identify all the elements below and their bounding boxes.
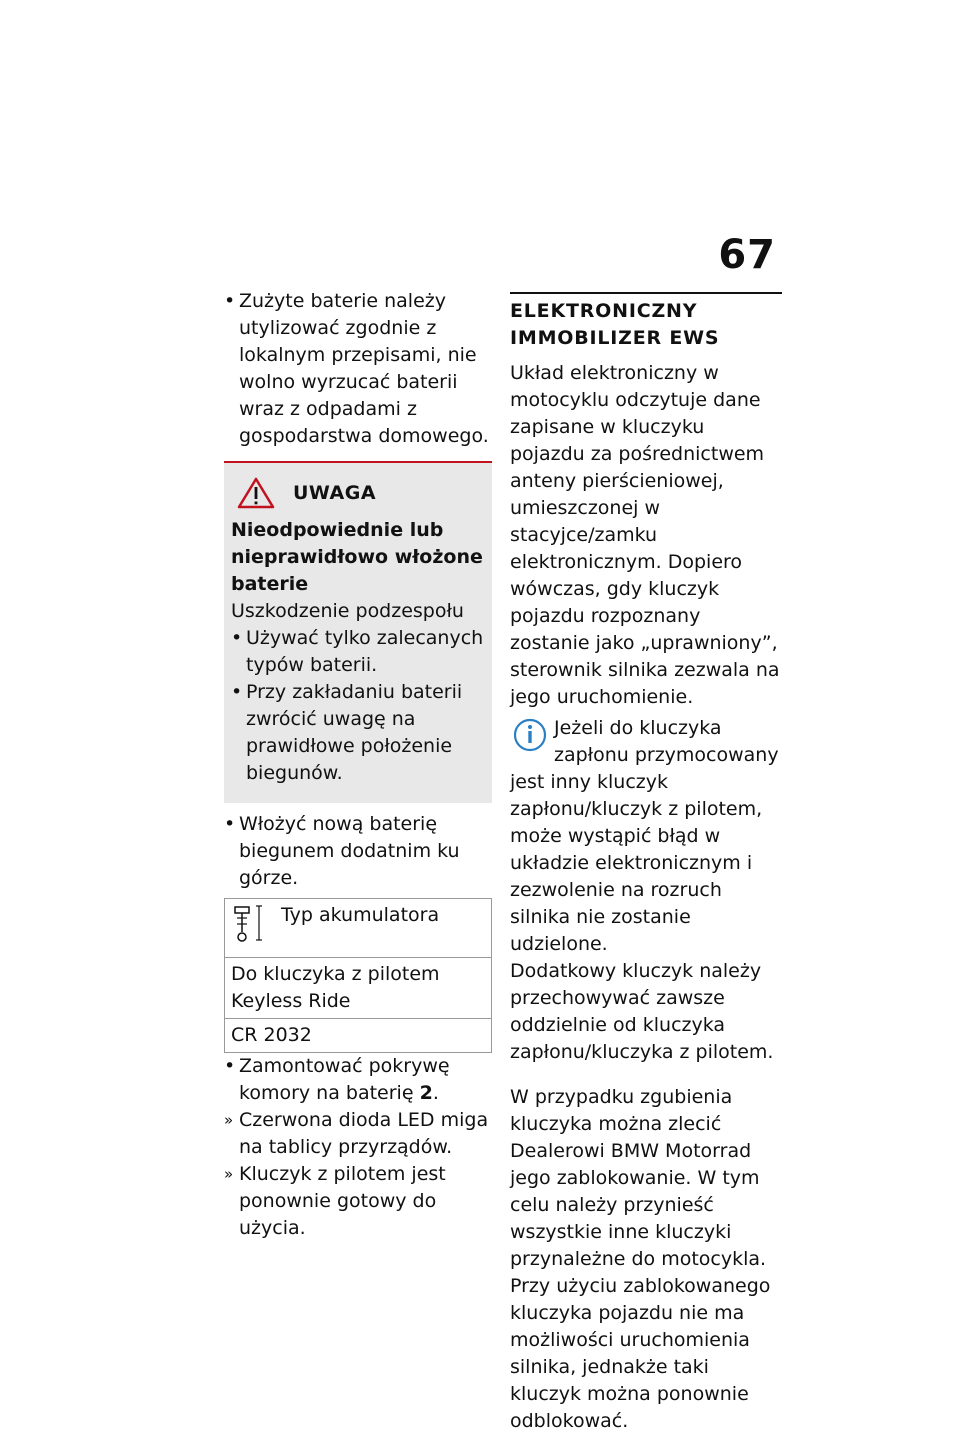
paragraph: W przypadku zgubienia kluczyka można zlecić Dealerowi BMW Motorrad jego zablokowanie. W tym celu należy przynieść wszystkie inne kluczyki przynależne do motocykla. <box>510 1086 767 1270</box>
result-item <box>224 1107 492 1161</box>
right-column <box>510 288 782 1435</box>
item-text: Zużyte baterie należy utylizować zgodnie z lokalnym przepisami, nie wolno wyrzucać baterii wraz z odpadami z gospodarstwa domowego. <box>239 290 489 447</box>
warning-consequence: Uszkodzenie podzespołu <box>231 600 464 622</box>
spec-header-row <box>225 899 491 957</box>
info-icon <box>510 713 550 757</box>
bullet-dot: • <box>224 290 236 312</box>
paragraph: Układ elektroniczny w motocyklu odczytuje dane zapisane w kluczyku pojazdu za pośrednictwem anteny pierścieniowej, umieszczonej w stacyjce/zamku elektronicznym. Dopiero wówczas, gdy kluczyk pojazdu rozpoznany zostanie jako „uprawniony”, sterownik silnika zezwala na jego uruchomienie. <box>510 362 780 708</box>
section-title: ELEKTRONICZNY IMMOBILIZER EWS <box>510 300 720 349</box>
spec-header-label: Typ akumulatora <box>281 904 440 926</box>
figure-reference: 2 <box>419 1082 433 1104</box>
spec-row: CR 2032 <box>225 1018 491 1052</box>
section-divider <box>510 292 782 294</box>
warning-title: UWAGA <box>293 481 377 504</box>
list-item <box>224 288 492 450</box>
left-column <box>224 288 492 1242</box>
result-arrow-icon: » <box>224 1111 234 1129</box>
bullet-dot: • <box>224 1055 236 1077</box>
item-text: Zamontować pokrywę komory na baterię <box>239 1055 450 1104</box>
battery-spec-table <box>224 898 492 1053</box>
paragraph: Przy użyciu zablokowanego kluczyka pojazdu nie ma możliwości uruchomienia silnika, jednakże taki kluczyk można ponownie odblokować. <box>510 1275 771 1432</box>
page-number: 67 <box>718 232 776 278</box>
result-arrow-icon: » <box>224 1165 234 1183</box>
battery-type-icon <box>231 902 267 948</box>
list-item: • Zamontować pokrywę komory na baterię 2. <box>224 1055 450 1104</box>
bullet-dot: • <box>224 813 236 835</box>
warning-header <box>237 477 484 509</box>
result-text: Kluczyk z pilotem jest ponownie gotowy do użycia. <box>239 1163 446 1239</box>
result-text: Czerwona dioda LED miga na tablicy przyrządów. <box>239 1109 489 1158</box>
result-item <box>224 1161 492 1242</box>
paragraph: Dodatkowy kluczyk należy przechowywać zawsze oddzielnie od kluczyka zapłonu/kluczyka z pilotem. <box>510 960 774 1063</box>
warning-triangle-icon <box>237 477 275 509</box>
warning-box <box>224 463 492 803</box>
item-text: Włożyć nową baterię biegunem dodatnim ku górze. <box>239 813 460 889</box>
warning-heading: Nieodpowiednie lub nieprawidłowo włożone baterie <box>231 519 483 595</box>
spec-row: Do kluczyka z pilotem Keyless Ride <box>225 957 491 1018</box>
info-note <box>510 715 782 958</box>
list-item <box>224 811 492 892</box>
info-text: Jeżeli do kluczyka zapłonu przymocowany jest inny kluczyk zapłonu/kluczyk z pilotem, może wystąpić błąd w układzie elektronicznym i zezwolenie na rozruch silnika nie zostanie udzielone. <box>510 717 779 955</box>
warning-bullet: • Używać tylko zalecanych typów baterii. <box>231 627 484 676</box>
warning-bullet: • Przy zakładaniu baterii zwrócić uwagę na prawidłowe położenie biegunów. <box>231 681 463 784</box>
